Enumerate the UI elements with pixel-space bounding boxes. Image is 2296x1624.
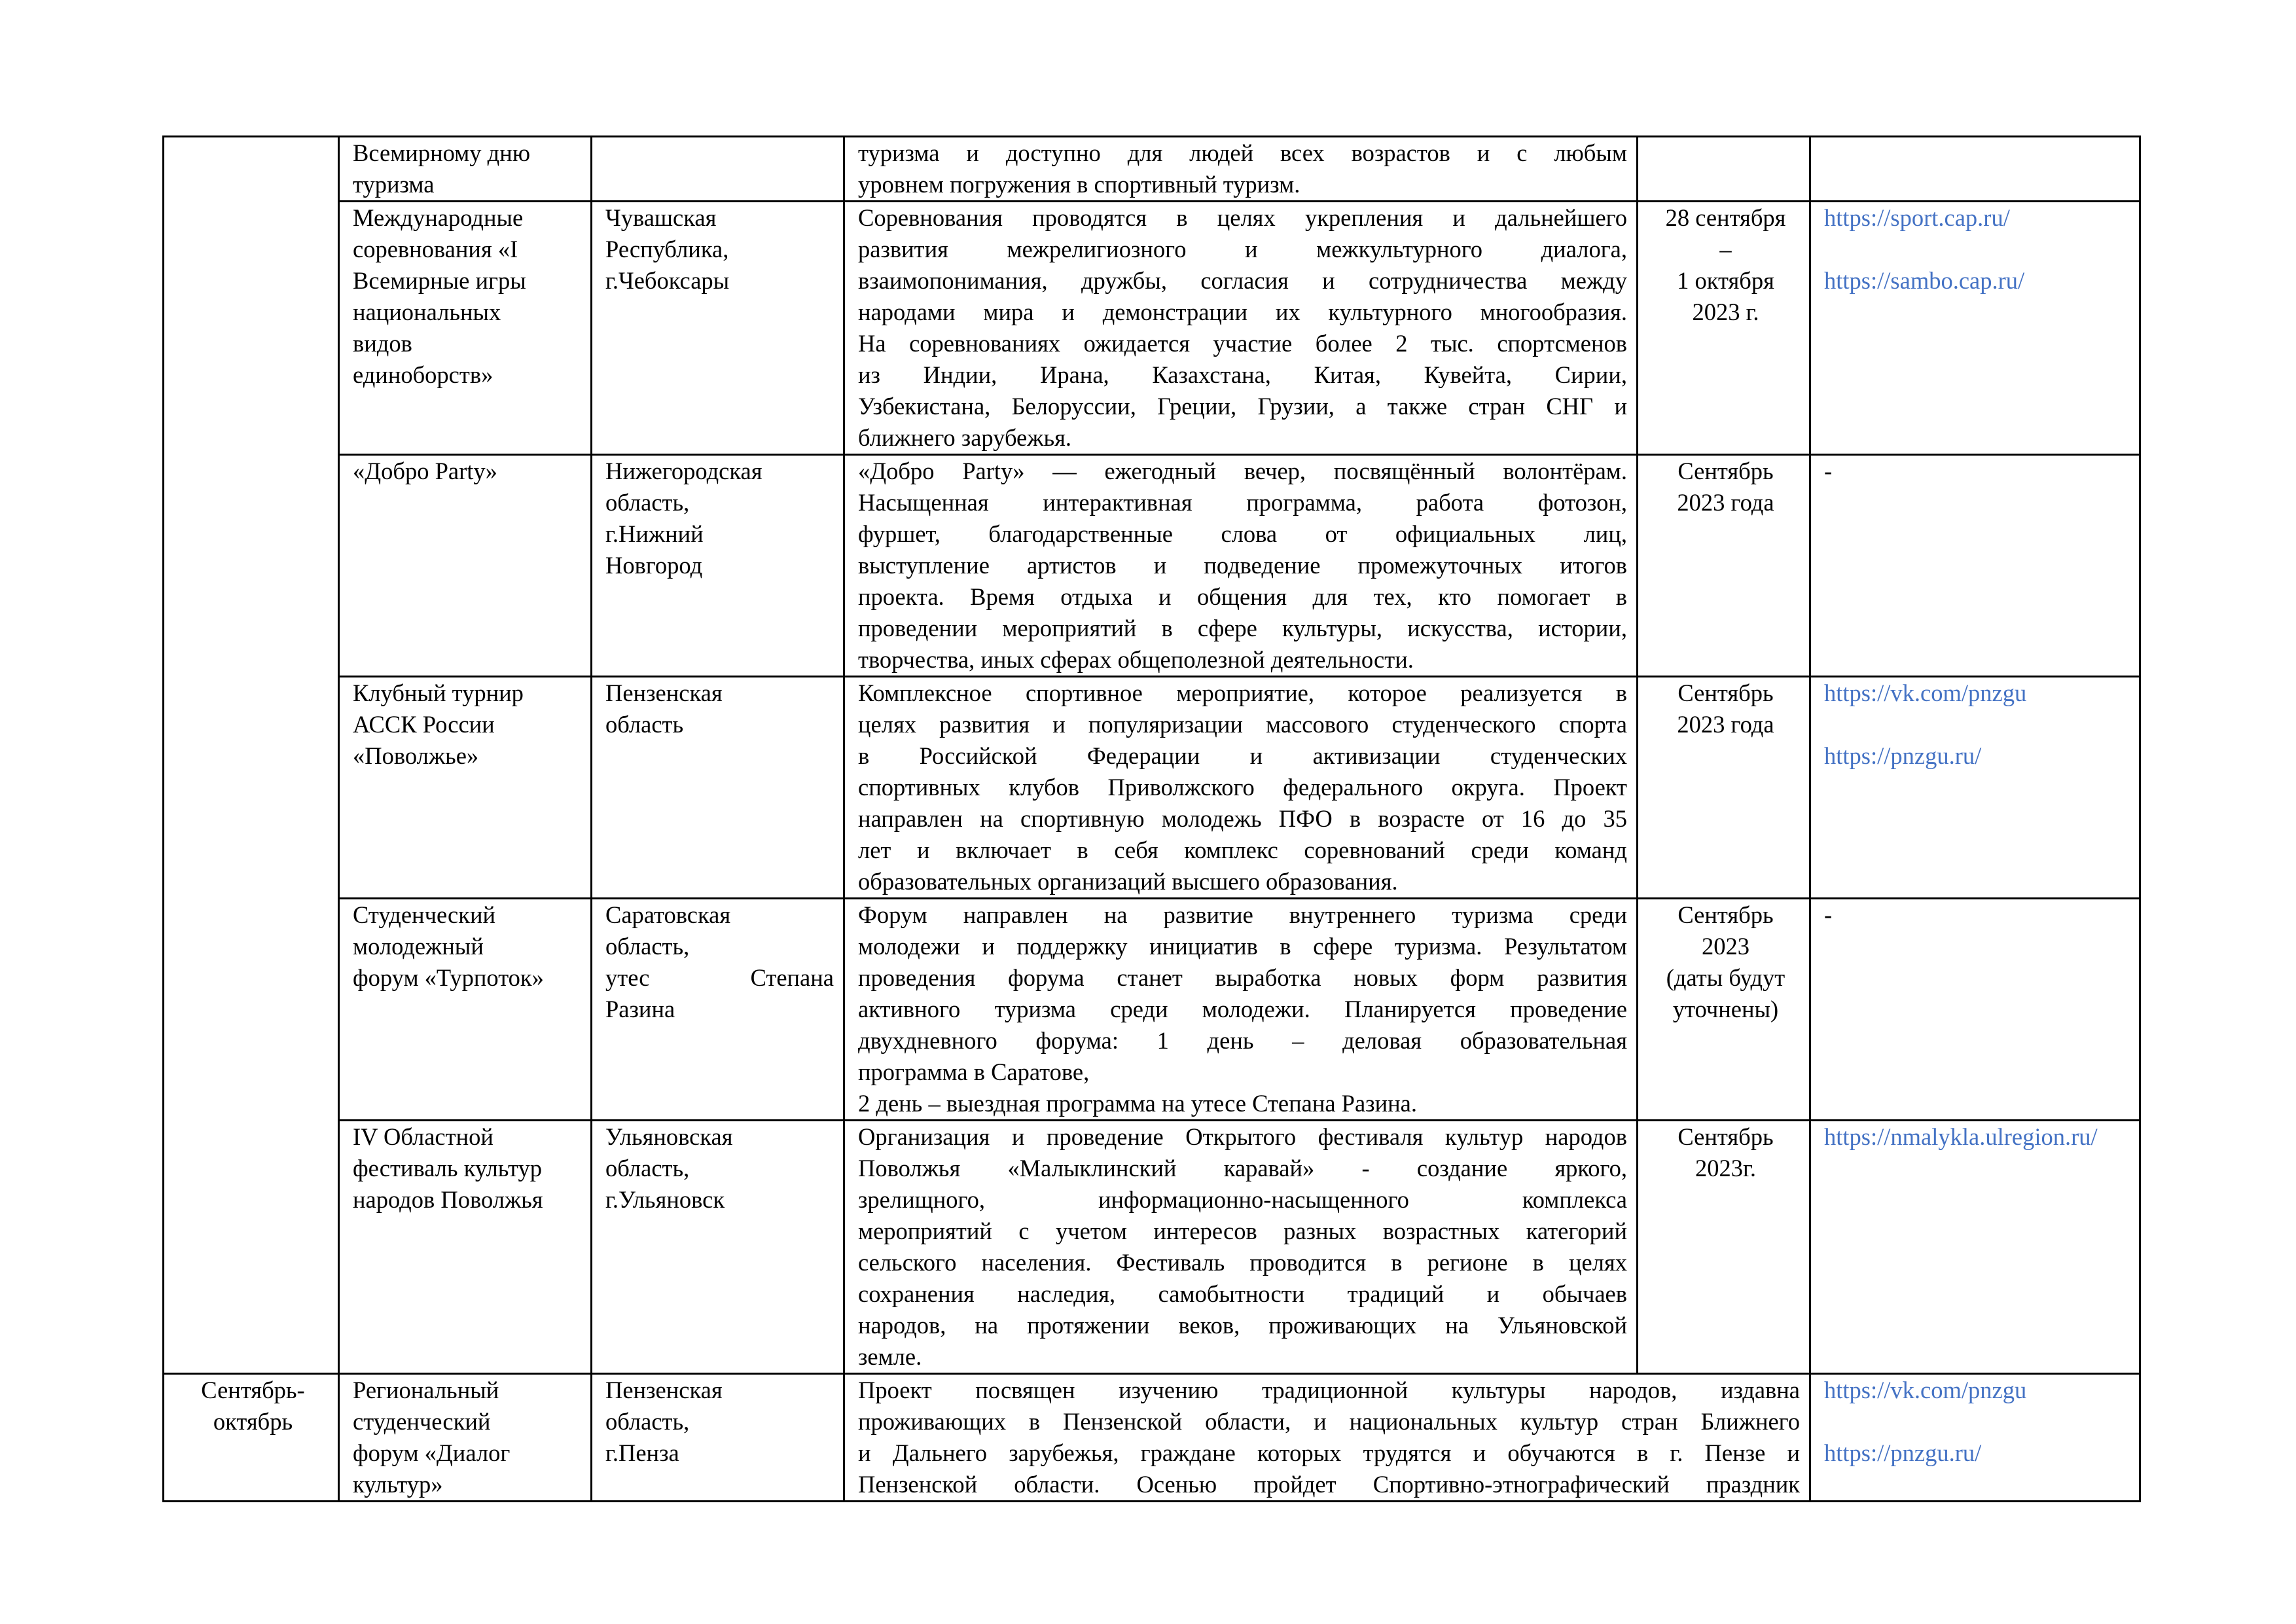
text-line: Форум направлен на развитие внутреннего туризма среди xyxy=(858,901,1627,928)
text-line: образовательных организаций высшего образования. xyxy=(858,868,1398,895)
text-line: видов xyxy=(353,330,412,357)
event-place-cell xyxy=(592,677,844,899)
events-table-body xyxy=(164,137,2140,1502)
event-links-cell xyxy=(1810,1121,2140,1374)
text-line: проекта. Время отдыха и общения для тех, кто помогает в xyxy=(858,583,1627,610)
event-name-cell xyxy=(339,899,592,1121)
event-place-cell xyxy=(592,455,844,677)
text-line: АССК России xyxy=(353,711,495,738)
text-line: «Добро Party» xyxy=(353,458,497,484)
event-date-cell xyxy=(1638,137,1810,202)
text-line: «Поволжье» xyxy=(353,742,479,769)
text-line: проживающих в Пензенской области, и национальных культур стран Ближнего xyxy=(858,1408,1800,1435)
event-date-cell xyxy=(1638,899,1810,1121)
text-line: форум «Диалог xyxy=(353,1439,511,1466)
text-line: лет и включает в себя комплекс соревнований среди команд xyxy=(858,837,1627,863)
text-line: утес Степана xyxy=(605,964,834,991)
text-line: Сентябрь xyxy=(1677,458,1774,484)
text-line: 2023 года xyxy=(1677,711,1774,738)
text-line: Саратовская xyxy=(605,901,731,928)
text-line: программа в Саратове, xyxy=(858,1058,1090,1085)
text-line: активного туризма среди молодежи. Планируется проведение xyxy=(858,996,1627,1022)
text-line: Международные xyxy=(353,204,524,231)
event-link[interactable]: https://pnzgu.ru/ xyxy=(1824,1439,1982,1466)
event-place-cell xyxy=(592,1121,844,1374)
text-line: «Добро Party» — ежегодный вечер, посвящённый волонтёрам. xyxy=(858,458,1627,484)
text-line: народов Поволжья xyxy=(353,1186,543,1213)
text-line: сохранения наследия, самобытности традиций и обычаев xyxy=(858,1280,1627,1307)
event-description-cell xyxy=(844,455,1638,677)
text-line: (даты будут xyxy=(1666,964,1785,991)
text-line: область, xyxy=(605,489,690,516)
event-description-cell xyxy=(844,137,1638,202)
text-line: область, xyxy=(605,1408,690,1435)
event-link[interactable]: https://vk.com/pnzgu xyxy=(1824,679,2027,706)
text-line: Республика, xyxy=(605,236,729,262)
table-row xyxy=(164,137,2140,202)
event-name-cell xyxy=(339,137,592,202)
event-name-cell xyxy=(339,202,592,455)
text-line: г.Нижний xyxy=(605,520,704,547)
event-links-cell xyxy=(1810,1374,2140,1502)
text-line: земле. xyxy=(858,1343,922,1370)
text-line: Нижегородская xyxy=(605,458,762,484)
text-line: 1 октября xyxy=(1677,267,1774,294)
event-name-cell xyxy=(339,1121,592,1374)
text-line: Пензенская xyxy=(605,1377,723,1403)
event-description-cell xyxy=(844,1374,1810,1502)
text-line: 2023 года xyxy=(1677,489,1774,516)
event-description-cell xyxy=(844,202,1638,455)
text-line: 2023 xyxy=(1702,933,1749,960)
text-line: 28 сентября xyxy=(1665,204,1786,231)
text-line: г.Пенза xyxy=(605,1439,679,1466)
text-line: туризма xyxy=(353,171,435,198)
text-line: соревнования «I xyxy=(353,236,518,262)
text-line: область xyxy=(605,711,684,738)
text-line: 2023 г. xyxy=(1692,298,1759,325)
text-line: туризма и доступно для людей всех возрастов и с любым xyxy=(858,139,1627,166)
text-line: из Индии, Ирана, Казахстана, Китая, Кувейта, Сирии, xyxy=(858,361,1627,388)
text-line: мероприятий с учетом интересов разных возрастных категорий xyxy=(858,1218,1627,1244)
text-line: г.Чебоксары xyxy=(605,267,730,294)
text-line: выступление артистов и подведение промежуточных итогов xyxy=(858,552,1627,579)
text-line: уточнены) xyxy=(1672,996,1779,1022)
event-links-cell xyxy=(1810,899,2140,1121)
event-links-cell xyxy=(1810,455,2140,677)
text-line: Студенческий xyxy=(353,901,496,928)
text-line: Организация и проведение Открытого фестиваля культур народов xyxy=(858,1123,1627,1150)
text-line: творчества, иных сферах общеполезной деятельности. xyxy=(858,646,1414,673)
event-links-cell xyxy=(1810,137,2140,202)
text-line: целях развития и популяризации массового студенческого спорта xyxy=(858,711,1627,738)
text-line: Поволжья «Малыклинский каравай» - создание яркого, xyxy=(858,1155,1627,1182)
event-link[interactable]: https://sport.cap.ru/ xyxy=(1824,204,2010,231)
event-link[interactable]: https://sambo.cap.ru/ xyxy=(1824,267,2025,294)
text-line: единоборств» xyxy=(353,361,493,388)
event-date-cell xyxy=(1638,677,1810,899)
text-line: народами мира и демонстрации их культурного многообразия. xyxy=(858,298,1627,325)
event-link[interactable]: https://vk.com/pnzgu xyxy=(1824,1377,2027,1403)
spacer xyxy=(1824,1406,2130,1437)
text-line: направлен на спортивную молодежь ПФО в возрасте от 16 до 35 xyxy=(858,805,1627,832)
event-link[interactable]: https://pnzgu.ru/ xyxy=(1824,742,1982,769)
period-cell xyxy=(164,137,339,1374)
table-row xyxy=(164,899,2140,1121)
text-line: Всемирному дню xyxy=(353,139,531,166)
text-line: Клубный турнир xyxy=(353,679,524,706)
table-row xyxy=(164,1121,2140,1374)
text-line: развития межрелигиозного и межкультурного диалога, xyxy=(858,236,1627,262)
text-line: зрелищного, информационно-насыщенного комплекса xyxy=(858,1186,1627,1213)
event-date-cell xyxy=(1638,202,1810,455)
period-cell xyxy=(164,1374,339,1502)
text-line: форум «Турпоток» xyxy=(353,964,544,991)
event-name-cell xyxy=(339,455,592,677)
text-line: Узбекистана, Белоруссии, Греции, Грузии, а также стран СНГ и xyxy=(858,393,1627,420)
text-line: фуршет, благодарственные слова от официальных лиц, xyxy=(858,520,1627,547)
text-line: молодежи и поддержку инициатив в сфере туризма. Результатом xyxy=(858,933,1627,960)
text-line: – xyxy=(1719,236,1732,262)
no-link-dash: - xyxy=(1824,458,1833,484)
spacer xyxy=(1824,709,2130,740)
event-place-cell xyxy=(592,1374,844,1502)
text-line: Чувашская xyxy=(605,204,717,231)
text-line: и Дальнего зарубежья, граждане которых трудятся и обучаются в г. Пензе и xyxy=(858,1439,1800,1466)
events-table xyxy=(162,135,2141,1502)
event-description-cell xyxy=(844,899,1638,1121)
event-date-cell xyxy=(1638,1121,1810,1374)
text-line: 2 день – выездная программа на утесе Степана Разина. xyxy=(858,1090,1417,1117)
text-line: Пензенская xyxy=(605,679,723,706)
text-line: студенческий xyxy=(353,1408,491,1435)
no-link-dash: - xyxy=(1824,901,1833,928)
text-line: область, xyxy=(605,933,690,960)
event-link[interactable]: https://nmalykla.ulregion.ru/ xyxy=(1824,1123,2098,1150)
event-place-cell xyxy=(592,202,844,455)
text-line: ближнего зарубежья. xyxy=(858,424,1072,451)
text-line: двухдневного форума: 1 день – деловая образовательная xyxy=(858,1027,1627,1054)
text-line: уровнем погружения в спортивный туризм. xyxy=(858,171,1300,198)
event-links-cell xyxy=(1810,677,2140,899)
text-line: г.Ульяновск xyxy=(605,1186,725,1213)
text-line: национальных xyxy=(353,298,501,325)
text-line: Всемирные игры xyxy=(353,267,526,294)
text-line: Сентябрь xyxy=(1677,1123,1774,1150)
text-line: спортивных клубов Приволжского федерального округа. Проект xyxy=(858,774,1627,801)
table-row xyxy=(164,455,2140,677)
text-line: в Российской Федерации и активизации студенческих xyxy=(858,742,1627,769)
text-line: Насыщенная интерактивная программа, работа фотозон, xyxy=(858,489,1627,516)
text-line: культур» xyxy=(353,1471,443,1498)
table-row xyxy=(164,202,2140,455)
text-line: 2023г. xyxy=(1695,1155,1756,1182)
text-line: проведении мероприятий в сфере культуры, искусства, истории, xyxy=(858,615,1627,641)
text-line: Региональный xyxy=(353,1377,499,1403)
text-line: На соревнованиях ожидается участие более 2 тыс. спортсменов xyxy=(858,330,1627,357)
text-line: Комплексное спортивное мероприятие, которое реализуется в xyxy=(858,679,1627,706)
text-line: Проект посвящен изучению традиционной культуры народов, издавна xyxy=(858,1377,1800,1403)
event-description-cell xyxy=(844,677,1638,899)
text-line: Сентябрь xyxy=(1677,901,1774,928)
spacer xyxy=(1824,234,2130,265)
event-place-cell xyxy=(592,899,844,1121)
event-description-cell xyxy=(844,1121,1638,1374)
text-line: Сентябрь xyxy=(1677,679,1774,706)
event-name-cell xyxy=(339,677,592,899)
table-row xyxy=(164,677,2140,899)
event-date-cell xyxy=(1638,455,1810,677)
text-line: молодежный xyxy=(353,933,484,960)
text-line: взаимопонимания, дружбы, согласия и сотрудничества между xyxy=(858,267,1627,294)
text-line: Пензенской области. Осенью пройдет Спортивно-этнографический праздник xyxy=(858,1471,1800,1498)
event-name-cell xyxy=(339,1374,592,1502)
text-line: область, xyxy=(605,1155,690,1182)
text-line: проведения форума станет выработка новых форм развития xyxy=(858,964,1627,991)
text-line: фестиваль культур xyxy=(353,1155,543,1182)
text-line: народов, на протяжении веков, проживающих на Ульяновской xyxy=(858,1312,1627,1339)
text-line: сельского населения. Фестиваль проводится в регионе в целях xyxy=(858,1249,1627,1276)
table-row xyxy=(164,1374,2140,1502)
text-line: Новгород xyxy=(605,552,703,579)
event-place-cell xyxy=(592,137,844,202)
text-line: Ульяновская xyxy=(605,1123,733,1150)
text-line: Соревнования проводятся в целях укрепления и дальнейшего xyxy=(858,204,1627,231)
text-line: IV Областной xyxy=(353,1123,493,1150)
period-label: Сентябрь-октябрь xyxy=(201,1377,305,1435)
event-links-cell xyxy=(1810,202,2140,455)
text-line: Разина xyxy=(605,996,675,1022)
